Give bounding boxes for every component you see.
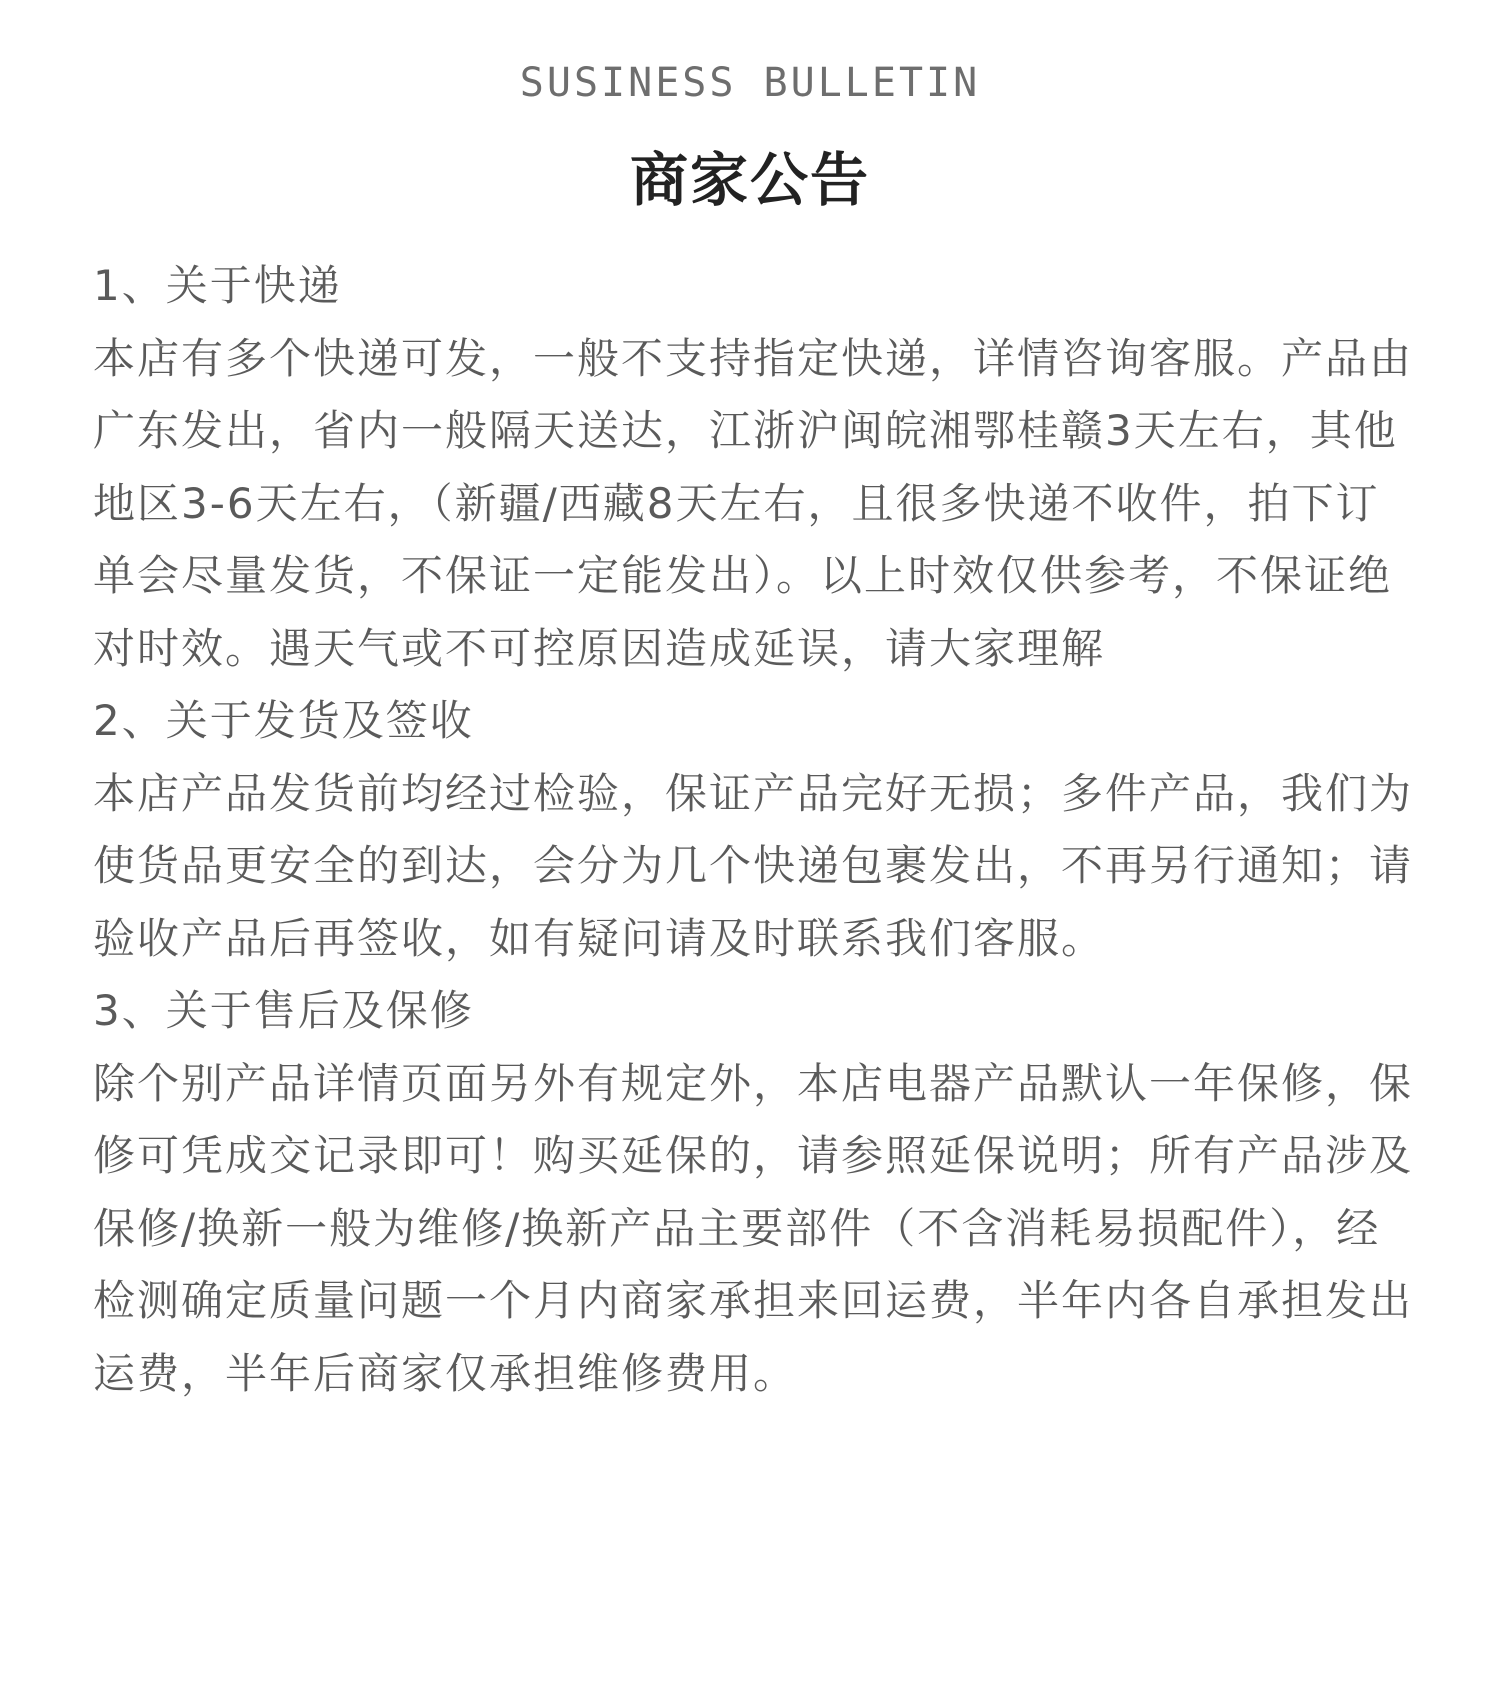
page-title: 商家公告 — [629, 146, 870, 214]
section-delivery-signing — [93, 685, 1433, 975]
section-heading: 2、关于发货及签收 — [93, 696, 474, 745]
bulletin-content — [93, 250, 1433, 1410]
section-body: 除个别产品详情页面另外有规定外，本店电器产品默认一年保修，保修可凭成交记录即可！购买延保的，请参照延保说明；所有产品涉及保修/换新一般为维修/换新产品主要部件（不含消耗易损配件），经检测确定质量问题一个月内商家承担来回运费，半年内各自承担发出运费，半年后商家仅承担维修费用。 — [93, 1058, 1414, 1398]
section-body: 本店产品发货前均经过检验，保证产品完好无损；多件产品，我们为使货品更安全的到达，会分为几个快递包裹发出，不再另行通知；请验收产品后再签收，如有疑问请及时联系我们客服。 — [93, 768, 1414, 963]
section-after-sales-warranty — [93, 975, 1433, 1410]
bulletin-subtitle: SUSINESS BULLETIN — [519, 60, 981, 106]
section-shipping — [93, 250, 1433, 685]
section-heading: 1、关于快递 — [93, 261, 342, 310]
section-body: 本店有多个快递可发，一般不支持指定快递，详情咨询客服。产品由广东发出，省内一般隔天送达，江浙沪闽皖湘鄂桂赣3天左右，其他地区3-6天左右，（新疆/西藏8天左右，且很多快递不收件，拍下订单会尽量发货，不保证一定能发出）。以上时效仅供参考，不保证绝对时效。遇天气或不可控原因造成延误，请大家理解 — [93, 333, 1414, 673]
section-heading: 3、关于售后及保修 — [93, 986, 474, 1035]
